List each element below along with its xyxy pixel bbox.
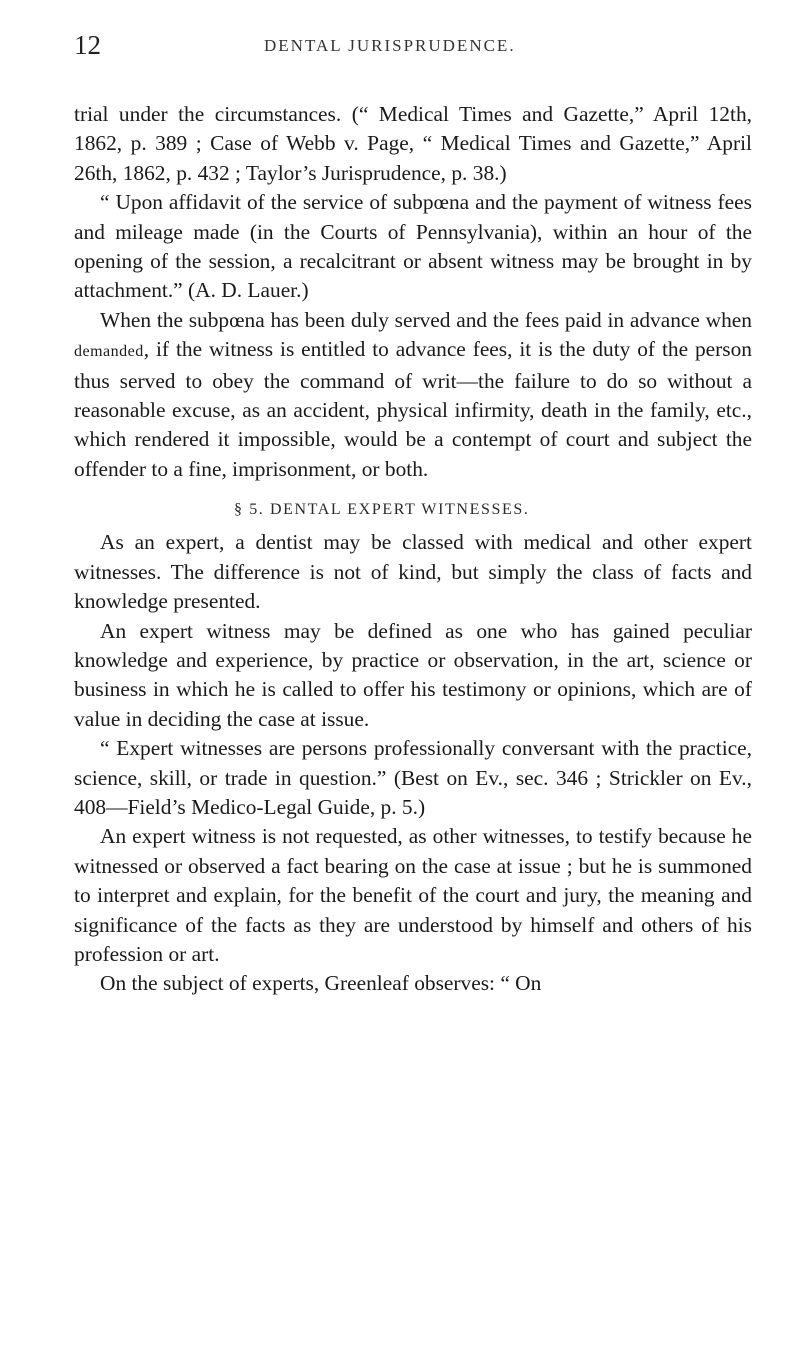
subpoena-text-end: , if the witness is entitled to advance fees, it is the duty of the person thus served to obey the command of writ—the failure to do so without a reasonable excuse, as an accident, physical infirmity, death in the family, etc., which rendered it impossible, would be a contempt of court and subject the offender to a fine, imprisonment, or both. <box>74 337 752 481</box>
subpoena-text-start: When the subpœna has been duly served and the fees paid in advance when <box>100 307 752 332</box>
page-number: 12 <box>74 30 101 60</box>
body-text <box>74 100 752 999</box>
paragraph-affidavit-quote: “ Upon affidavit of the service of subpœna and the payment of witness fees and mileage made (in the Courts of Pennsylvania), within an hour of the opening of the session, a recalcitrant or absent witness may be brought in by attachment.” (A. D. Lauer.) <box>74 190 752 303</box>
paragraph-expert-definition: An expert witness may be defined as one who has gained peculiar knowledge and experience, by practice or observation, in the art, science or business in which he is called to offer his testimony or opinions, which are of value in deciding the case at issue. <box>74 618 752 731</box>
paragraph-expert-quote: “ Expert witnesses are persons professionally conversant with the practice, science, skill, or trade in question.” (Best on Ev., sec. 346 ; Strickler on Ev., 408—Field’s Medico-Legal Guide, p. 5.) <box>74 736 752 819</box>
section-heading: § 5. DENTAL EXPERT WITNESSES. <box>234 501 530 519</box>
paragraph-continuation: trial under the circumstances. (“ Medical Times and Gazette,” April 12th, 1862, p. 389 ; Case of Webb v. Page, “ Medical Times and Gazette,” April 26th, 1862, p. 432 ; Taylor’s Jurisprudence, p. 38.) <box>74 102 752 185</box>
demanded-small-caps: demanded <box>74 343 144 361</box>
running-title: DENTAL JURISPRUDENCE. <box>264 36 516 55</box>
paragraph-expert-classed: As an expert, a dentist may be classed with medical and other expert witnesses. The difference is not of kind, but simply the class of facts and knowledge presented. <box>74 530 752 614</box>
paragraph-greenleaf: On the subject of experts, Greenleaf observes: “ On <box>100 971 542 996</box>
paragraph-subpoena-duty <box>74 306 752 484</box>
running-head <box>74 30 752 74</box>
paragraph-expert-role: An expert witness is not requested, as other witnesses, to testify because he witnessed or observed a fact bearing on the case at issue ; but he is summoned to interpret and explain, for the benefit of the court and jury, the meaning and significance of the facts as they are understood by himself and others of his profession or art. <box>74 824 752 966</box>
